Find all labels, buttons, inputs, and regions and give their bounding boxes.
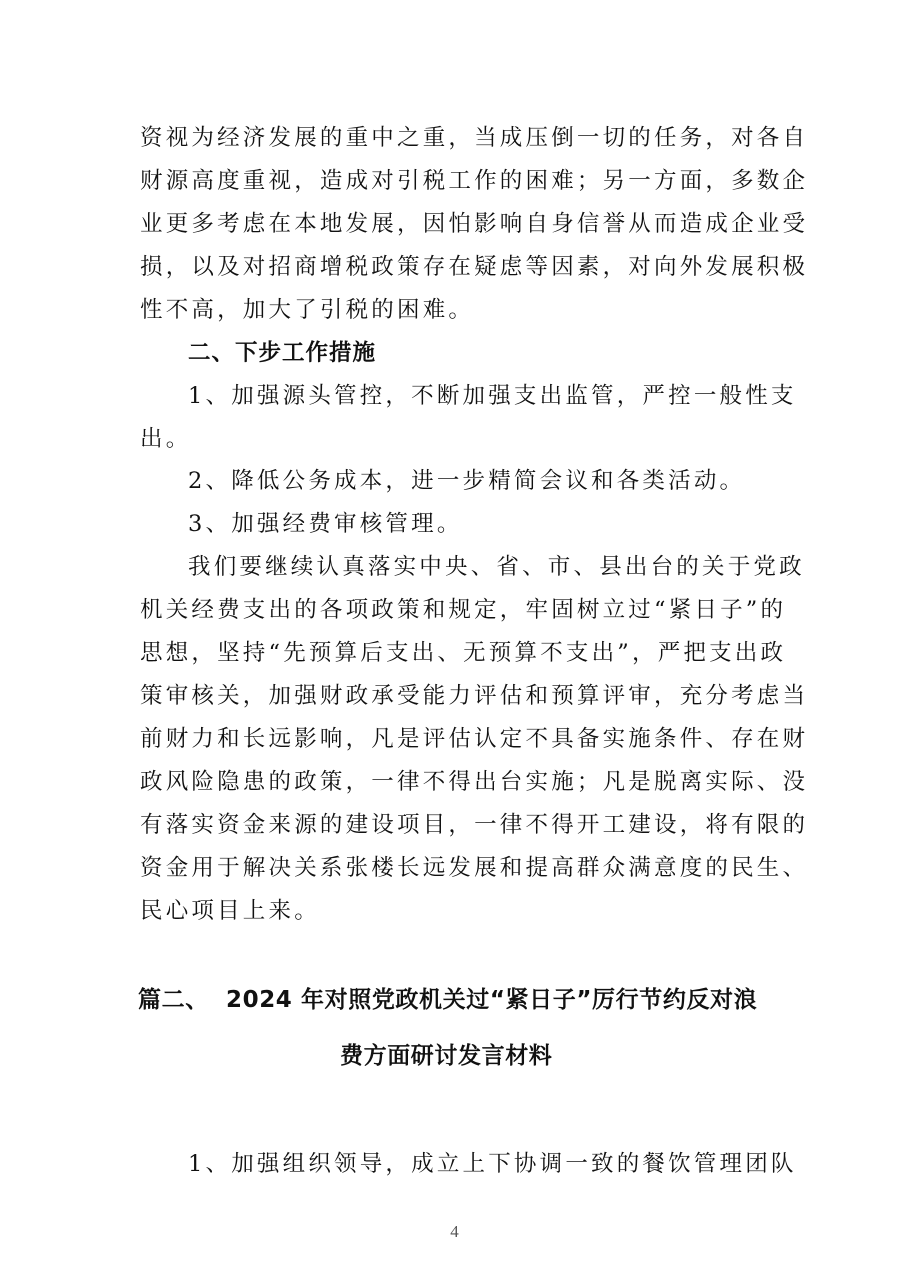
paragraph-line: 性不高，加大了引税的困难。 xyxy=(140,297,475,323)
paragraph-line: 我们要继续认真落实中央、省、市、县出台的关于党政 xyxy=(188,554,805,580)
paragraph-line: 业更多考虑在本地发展，因怕影响自身信誉从而造成企业受 xyxy=(140,211,809,237)
list-item: 3、加强经费审核管理。 xyxy=(188,511,463,537)
paragraph-line: 资视为经济发展的重中之重，当成压倒一切的任务，对各自 xyxy=(140,125,809,151)
paragraph-line: 策审核关，加强财政承受能力评估和预算评审，充分考虑当 xyxy=(140,683,809,709)
article-title-line-1: 2024 年对照党政机关过“紧日子”厉行节约反对浪 xyxy=(226,987,758,1013)
page-number: 4 xyxy=(450,1222,459,1241)
paragraph-line: 机关经费支出的各项政策和规定，牢固树立过“紧日子”的 xyxy=(140,597,787,623)
article-title-line-2: 费方面研讨发言材料 xyxy=(340,1043,553,1069)
list-item-continuation: 出。 xyxy=(140,426,192,452)
list-item: 1、加强源头管控，不断加强支出监管，严控一般性支 xyxy=(188,383,797,409)
paragraph-line: 财源高度重视，造成对引税工作的困难；另一方面，多数企 xyxy=(140,168,809,194)
paragraph-line: 政风险隐患的政策，一律不得出台实施；凡是脱离实际、没 xyxy=(140,769,809,795)
paragraph-line: 思想，坚持“先预算后支出、无预算不支出”，严把支出政 xyxy=(140,640,787,666)
list-item: 2、降低公务成本，进一步精简会议和各类活动。 xyxy=(188,468,746,494)
paragraph-line: 损，以及对招商增税政策存在疑虑等因素，对向外发展积极 xyxy=(140,254,809,280)
list-item: 1、加强组织领导，成立上下协调一致的餐饮管理团队 xyxy=(188,1151,797,1177)
paragraph-line: 资金用于解决关系张楼长远发展和提高群众满意度的民生、 xyxy=(140,855,809,881)
paragraph-line: 前财力和长远影响，凡是评估认定不具备实施条件、存在财 xyxy=(140,726,809,752)
article-label: 篇二、 xyxy=(138,987,209,1013)
section-heading: 二、下步工作措施 xyxy=(188,340,377,366)
paragraph-line: 有落实资金来源的建设项目，一律不得开工建设，将有限的 xyxy=(140,812,809,838)
paragraph-line: 民心项目上来。 xyxy=(140,898,320,924)
